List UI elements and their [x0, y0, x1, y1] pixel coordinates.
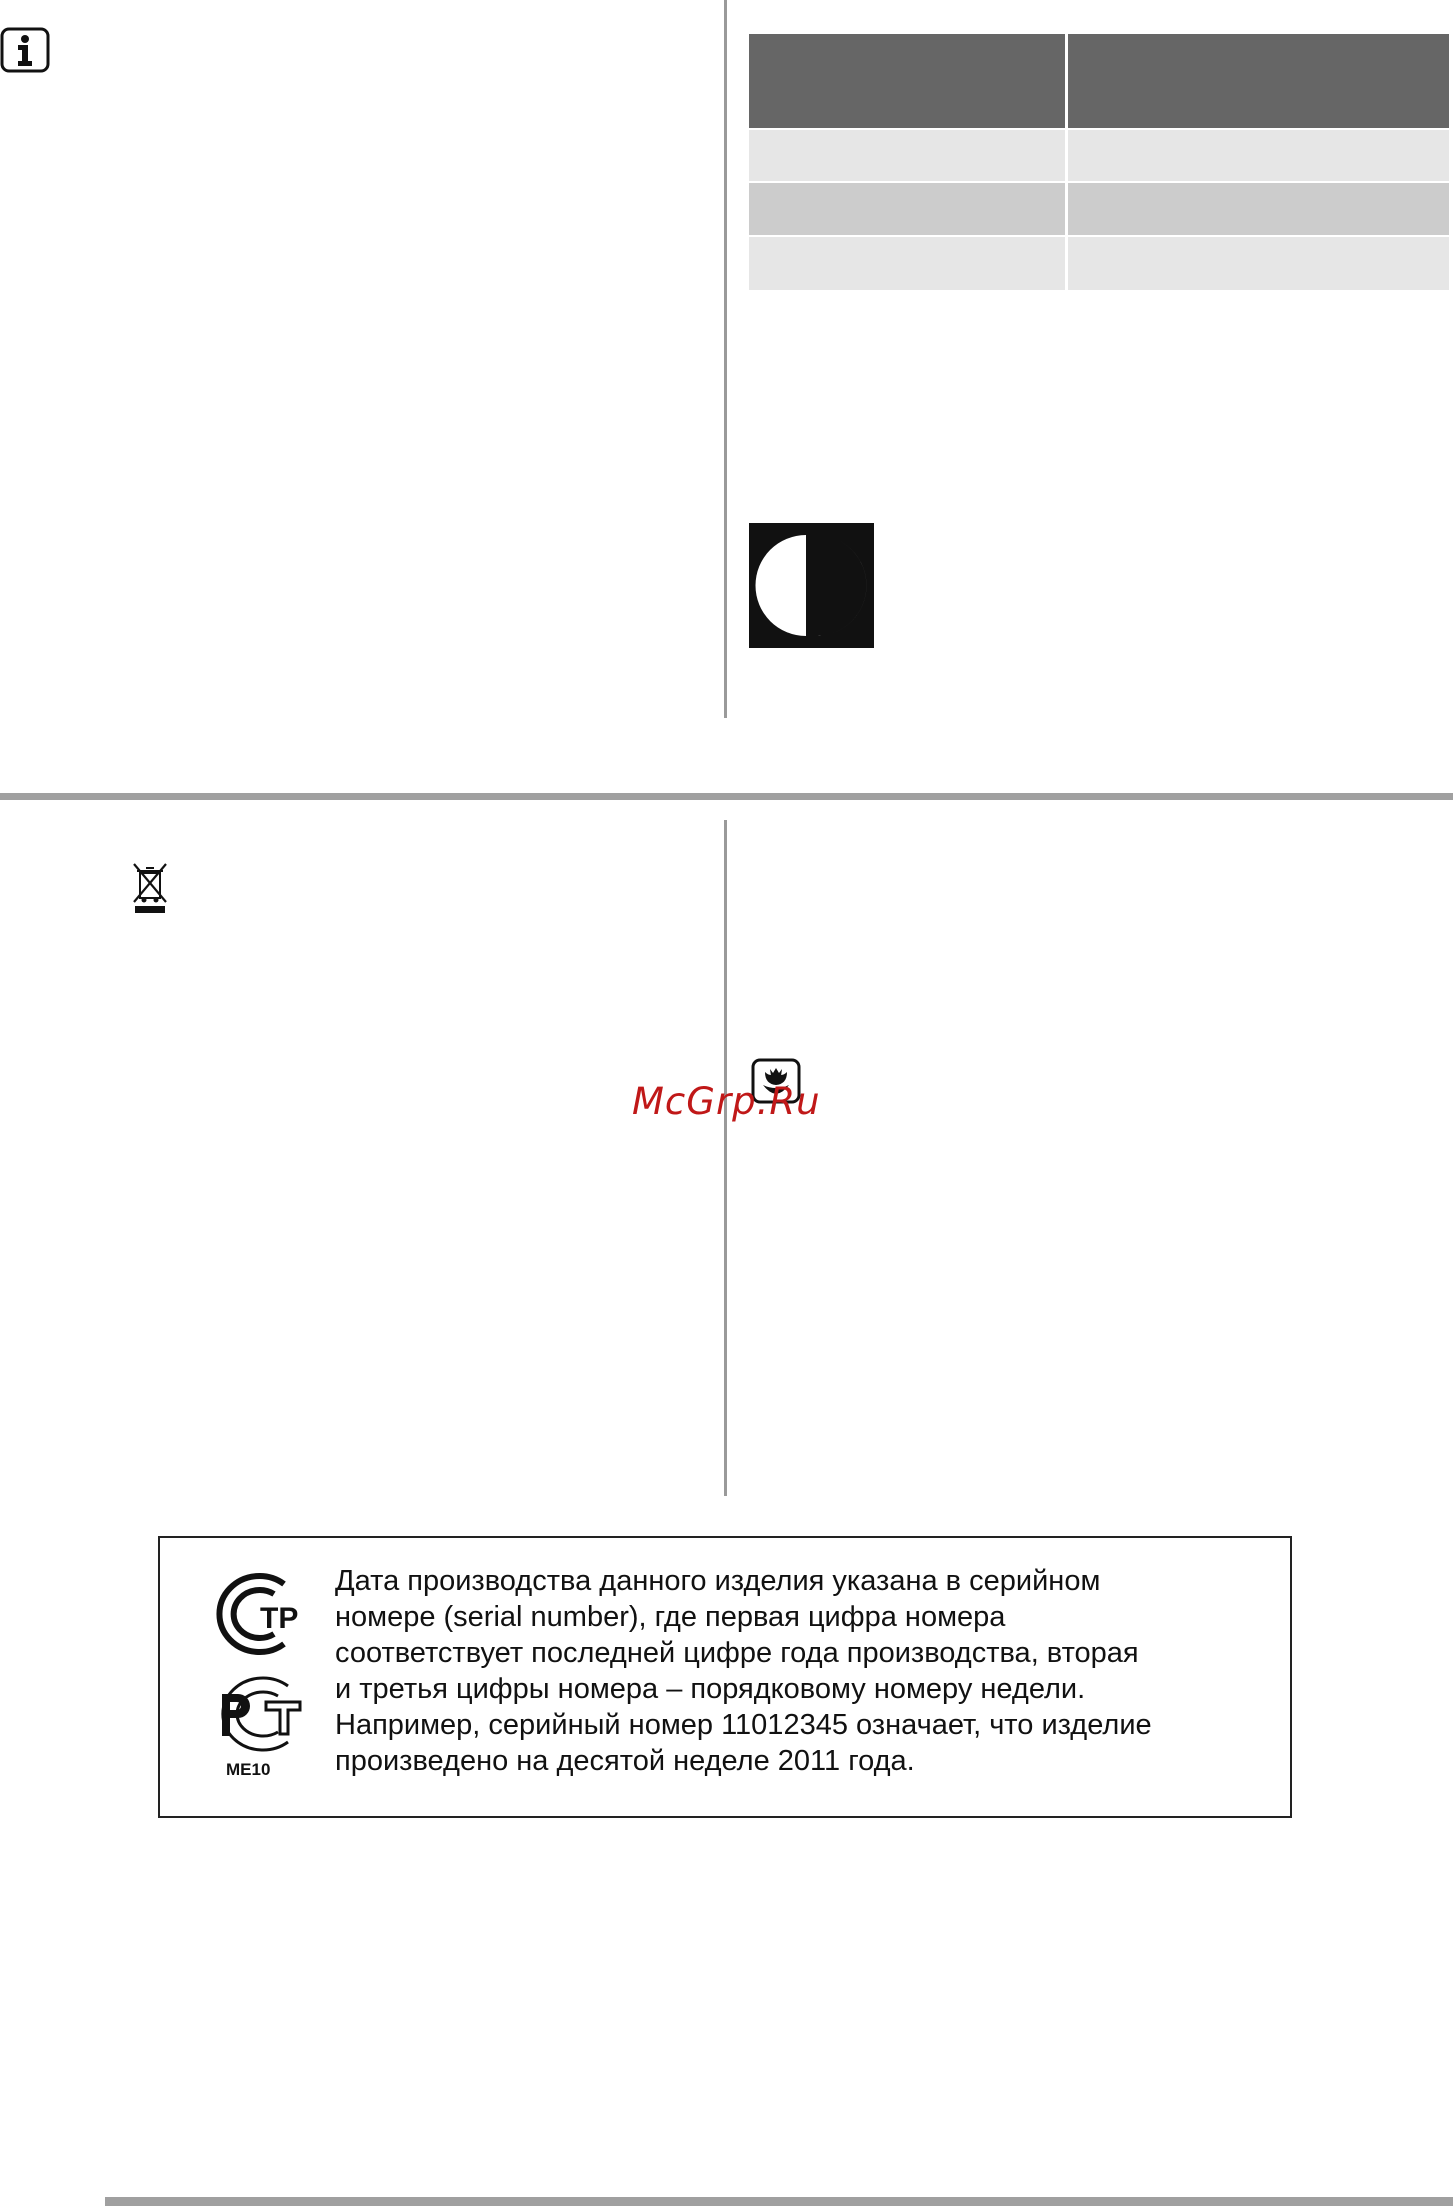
table-cell [1068, 237, 1449, 290]
notice-line: номере (serial number), где первая цифра номера [335, 1601, 1006, 1633]
table-header-cell [749, 34, 1065, 128]
table-cell [749, 183, 1065, 235]
section-divider [0, 793, 1453, 800]
notice-line: соответствует последней цифре года производства, вторая [335, 1637, 1139, 1669]
notice-line: произведено на десятой неделе 2011 года. [335, 1745, 915, 1777]
pct-certification-mark [204, 1672, 308, 1756]
table-cell [749, 237, 1065, 290]
table-cell [1068, 183, 1449, 235]
notice-line: Дата производства данного изделия указана в серийном [335, 1565, 1101, 1597]
footer-rule [105, 2197, 1453, 2206]
table-cell [1068, 130, 1449, 181]
watermark-text: McGrp.Ru [632, 1080, 821, 1123]
column-divider-top [724, 0, 727, 718]
table-cell [749, 130, 1065, 181]
crossed-out-wheelie-bin-icon [131, 862, 169, 914]
eac-certification-mark [202, 1572, 306, 1656]
column-divider-bottom [724, 820, 727, 1496]
notice-line: Например, серийный номер 11012345 означает, что изделие [335, 1709, 1152, 1741]
table-header-cell [1068, 34, 1449, 128]
notice-text [335, 1563, 1265, 1779]
svg-text:ТР: ТР [260, 1602, 299, 1635]
electrolux-logo [749, 523, 874, 648]
certification-code: ME10 [226, 1760, 271, 1779]
info-icon [0, 27, 50, 73]
notice-line: и третья цифры номера – порядковому номеру недели. [335, 1673, 1086, 1705]
